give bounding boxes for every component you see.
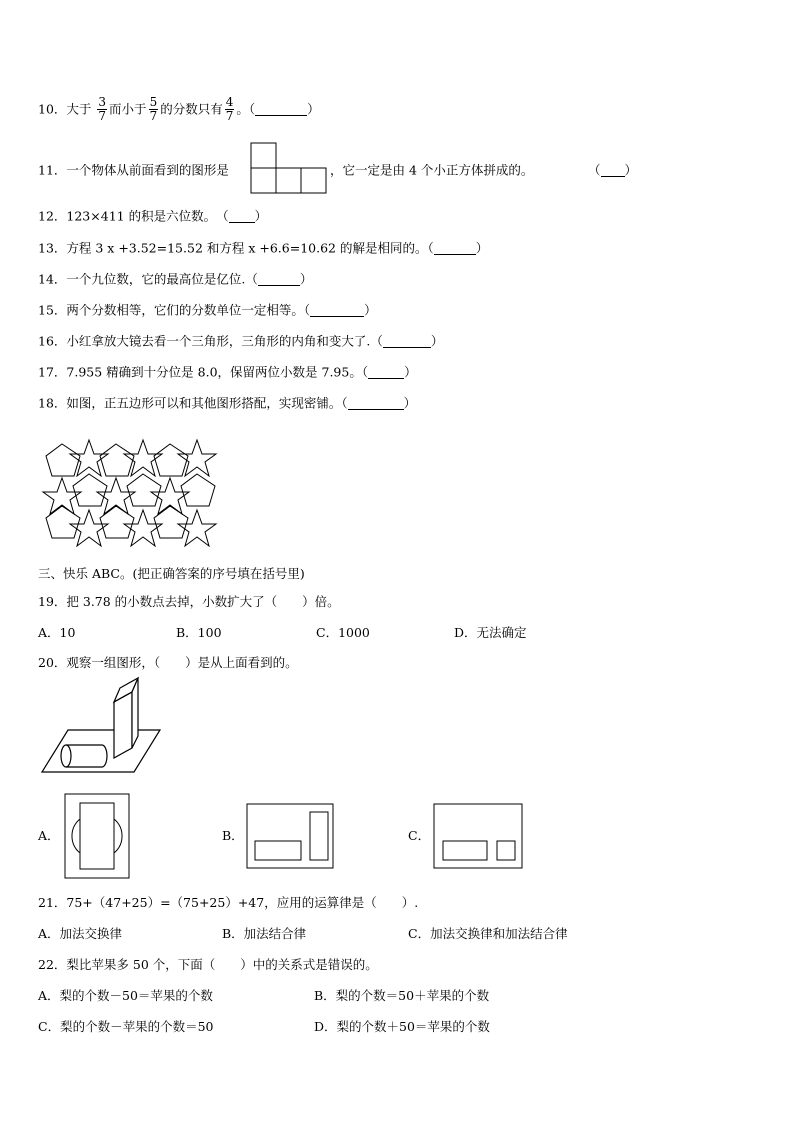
question-20: 20．观察一组图形，（ ）是从上面看到的。: [38, 655, 298, 670]
answer-blank-15[interactable]: [310, 304, 364, 317]
question-21: 21．75+（47+25）=（75+25）+47，应用的运算律是（ ）.: [38, 895, 419, 910]
q20-option-a-label[interactable]: A．: [38, 828, 60, 843]
q20-option-b-label[interactable]: B．: [222, 828, 244, 843]
q21-option-b[interactable]: B．加法结合律: [222, 926, 307, 941]
q19-option-a[interactable]: A．10: [38, 625, 76, 640]
question-11: [38, 162, 229, 179]
q19-option-b[interactable]: B．100: [176, 625, 222, 640]
3d-scene-figure: [40, 684, 164, 776]
fraction-3-7: $\frac{3}{7}$: [98, 95, 107, 123]
q19-option-d[interactable]: D．无法确定: [454, 625, 527, 640]
question-11-paren: （ ）: [588, 162, 638, 178]
q22-option-c[interactable]: C．梨的个数－苹果的个数＝50: [38, 1019, 214, 1034]
section-3-heading: 三、快乐 ABC。(把正确答案的序号填在括号里): [38, 566, 305, 581]
answer-blank-17[interactable]: [368, 366, 404, 379]
question-22: 22．梨比苹果多 50 个，下面（ ）中的关系式是错误的。: [38, 957, 378, 972]
answer-blank-11[interactable]: [601, 164, 625, 177]
q11-number: 11．: [38, 162, 67, 178]
question-10: [38, 96, 320, 123]
question-14: 14．一个九位数，它的最高位是亿位.（ ）: [38, 271, 313, 287]
question-16: 16．小红拿放大镜去看一个三角形，三角形的内角和变大了.（ ）: [38, 333, 444, 349]
q10-close: ）: [307, 101, 320, 117]
q20-option-b-figure[interactable]: [246, 803, 334, 869]
pentagon-tiling-figure: [44, 434, 220, 552]
q10-text-end: 。（: [236, 101, 256, 117]
q21-option-a[interactable]: A．加法交换律: [38, 926, 123, 941]
answer-blank-12[interactable]: [229, 210, 255, 223]
question-12: 12．123×411 的积是六位数。 （ ）: [38, 208, 268, 224]
answer-blank-14[interactable]: [258, 273, 300, 286]
fraction-4-7: $\frac{4}{7}$: [225, 95, 234, 123]
question-15: 15．两个分数相等，它们的分数单位一定相等。（ ）: [38, 302, 377, 318]
q20-option-a-figure[interactable]: [64, 793, 130, 879]
q22-option-a[interactable]: A．梨的个数－50＝苹果的个数: [38, 988, 213, 1003]
q10-number: 10．: [38, 101, 67, 117]
q22-option-d[interactable]: D．梨的个数＋50＝苹果的个数: [314, 1019, 490, 1034]
q22-option-b[interactable]: B．梨的个数＝50＋苹果的个数: [314, 988, 490, 1003]
question-11-cont: [330, 162, 533, 179]
front-view-figure: [250, 142, 330, 194]
question-13: 13．方程 3 x +3.52=15.52 和方程 x +6.6=10.62 的解是相同的。（ ）: [38, 240, 489, 256]
question-19: 19．把 3.78 的小数点去掉，小数扩大了（ ）倍。: [38, 594, 340, 609]
q10-text-mid2: 的分数只有: [160, 101, 223, 117]
question-17: 17．7.955 精确到十分位是 8.0，保留两位小数是 7.95。（ ）: [38, 364, 417, 380]
q10-text-mid: 而小于: [109, 101, 147, 117]
answer-blank-16[interactable]: [383, 335, 431, 348]
q11-text-post: ，它一定是由 4 个小正方体拼成的。: [330, 162, 534, 178]
q11-text-pre: 一个物体从前面看到的图形是: [66, 162, 229, 178]
q19-option-c[interactable]: C．1000: [316, 625, 370, 640]
fraction-5-7: $\frac{5}{7}$: [149, 95, 158, 123]
answer-blank-10[interactable]: [255, 103, 307, 116]
q20-option-c-figure[interactable]: [433, 803, 523, 869]
answer-blank-13[interactable]: [434, 242, 476, 255]
q21-option-c[interactable]: C．加法交换律和加法结合律: [408, 926, 568, 941]
q10-text-pre: 大于: [66, 101, 92, 117]
answer-blank-18[interactable]: [348, 397, 404, 410]
question-18: 18．如图，正五边形可以和其他图形搭配，实现密铺。（ ）: [38, 395, 417, 411]
q20-option-c-label[interactable]: C．: [408, 828, 431, 843]
